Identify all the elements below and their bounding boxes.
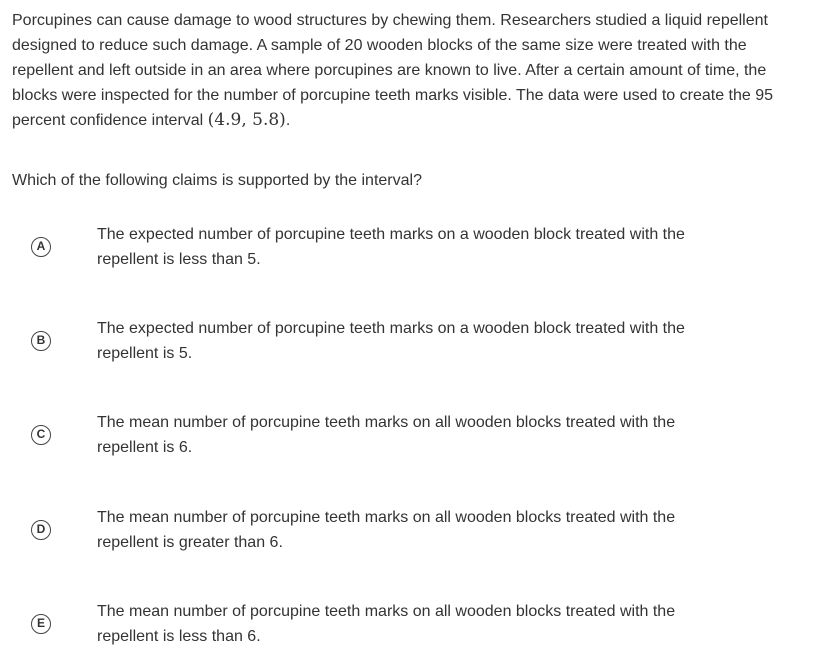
choice-d-text[interactable]: The mean number of porcupine teeth marks on all wooden blocks treated with the repellent is greater than 6.	[97, 509, 676, 551]
choice-b-radio[interactable]: B	[31, 331, 51, 351]
answer-choice-d[interactable]	[0, 505, 819, 565]
choice-b-text[interactable]: The expected number of porcupine teeth marks on a wooden block treated with the repellent is 5.	[97, 320, 685, 362]
choice-a-text[interactable]: The expected number of porcupine teeth marks on a wooden block treated with the repellent is less than 5.	[97, 226, 685, 268]
question-stem	[12, 8, 812, 133]
choice-a-radio[interactable]: A	[31, 237, 51, 257]
choice-c-radio[interactable]: C	[31, 425, 51, 445]
answer-choice-e[interactable]	[0, 599, 819, 659]
stem-period: .	[285, 112, 291, 129]
confidence-interval: (4.9, 5.8)	[207, 110, 286, 130]
stem-text: Porcupines can cause damage to wood structures by chewing them. Researchers studied a liquid repellent designed to reduce such damage. A sample of 20 wooden blocks of the same size were treated with the repellent and left outside in an area where porcupines are known to live. After a certain amount of time, the blocks were inspected for the number of porcupine teeth marks visible. The data were used to create the 95 percent confidence interval	[12, 12, 774, 129]
answer-choice-b[interactable]	[0, 316, 819, 376]
answer-choice-a[interactable]	[0, 222, 819, 282]
answer-choice-c[interactable]	[0, 410, 819, 470]
choice-c-text[interactable]: The mean number of porcupine teeth marks on all wooden blocks treated with the repellent is 6.	[97, 414, 676, 456]
choice-e-radio[interactable]: E	[31, 614, 51, 634]
question-prompt: Which of the following claims is supported by the interval?	[12, 172, 422, 189]
choice-d-radio[interactable]: D	[31, 520, 51, 540]
choice-e-text[interactable]: The mean number of porcupine teeth marks on all wooden blocks treated with the repellent is less than 6.	[97, 603, 676, 645]
